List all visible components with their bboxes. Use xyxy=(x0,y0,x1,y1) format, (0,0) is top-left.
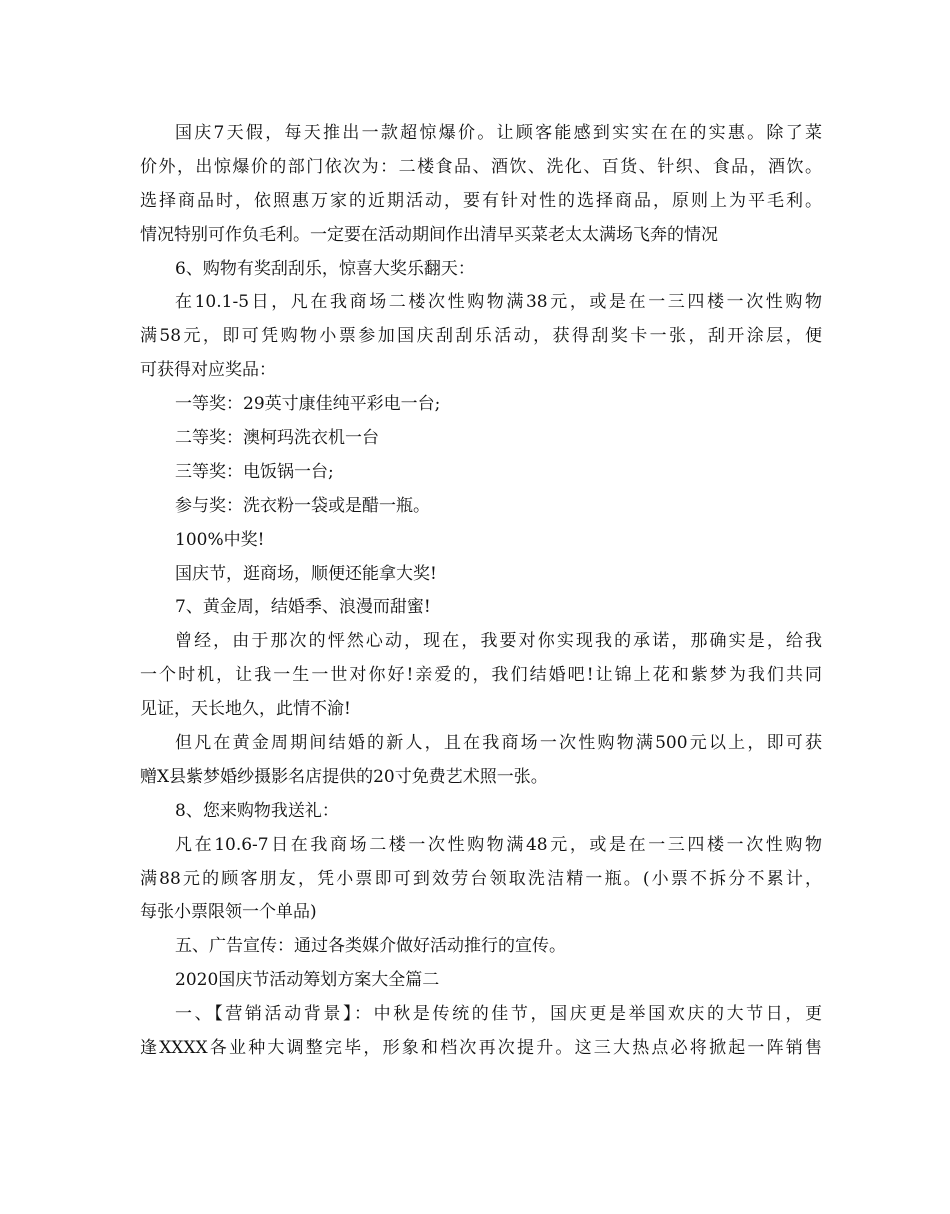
paragraph-line: 曾经，由于那次的怦然心动，现在，我要对你实现我的承诺，那确实是，给我 xyxy=(175,631,822,652)
paragraph-line: 情况特别可作负毛利。一定要在活动期间作出清早买菜老太太满场飞奔的情况 xyxy=(140,224,718,245)
prize-line-first: 一等奖：29英寸康佳纯平彩电一台; xyxy=(175,394,441,415)
paragraph-line: 国庆7天假，每天推出一款超惊爆价。让顾客能感到实实在在的实惠。除了菜 xyxy=(175,123,822,143)
paragraph-line: 在10.1-5日，凡在我商场二楼次性购物满38元，或是在一三四楼一次性购物 xyxy=(175,292,822,313)
paragraph-line: 国庆节，逛商场，顺便还能拿大奖! xyxy=(175,563,437,584)
prize-line-participation: 参与奖：洗衣粉一袋或是醋一瓶。 xyxy=(175,495,430,516)
paragraph-line: 但凡在黄金周期间结婚的新人，且在我商场一次性购物满500元以上，即可获 xyxy=(175,733,822,754)
section-heading: 6、购物有奖刮刮乐，惊喜大奖乐翻天： xyxy=(175,258,475,279)
section-heading: 五、广告宣传：通过各类媒介做好活动推行的宣传。 xyxy=(175,936,566,957)
document-body xyxy=(140,117,822,1066)
paragraph-line: 赠X县紫梦婚纱摄影名店提供的20寸免费艺术照一张。 xyxy=(140,766,548,787)
paragraph-line: 凡在10.6-7日在我商场二楼一次性购物满48元，或是在一三四楼一次性购物 xyxy=(175,834,822,855)
paragraph-line: 选择商品时，依照惠万家的近期活动，要有针对性的选择商品，原则上为平毛利。 xyxy=(140,190,822,211)
paragraph-line: 一、【营销活动背景】：中秋是传统的佳节，国庆更是举国欢庆的大节日，更 xyxy=(175,1004,822,1025)
paragraph-line: 满58元，即可凭购物小票参加国庆刮刮乐活动，获得刮奖卡一张，刮开涂层，便 xyxy=(140,326,822,347)
paragraph-line: 见证，天长地久，此情不渝! xyxy=(140,699,351,720)
section-heading: 8、您来购物我送礼： xyxy=(175,800,339,821)
paragraph-line: 价外，出惊爆价的部门依次为：二楼食品、酒饮、洗化、百货、针织、食品，酒饮。 xyxy=(140,156,822,177)
paragraph-line: 可获得对应奖品： xyxy=(140,360,276,381)
paragraph-line: 每张小票限领一个单品) xyxy=(140,902,317,923)
paragraph-line: 满88元的顾客朋友，凭小票即可到效劳台领取洗洁精一瓶。(小票不拆分不累计， xyxy=(140,868,822,889)
prize-line-second: 二等奖：澳柯玛洗衣机一台 xyxy=(175,428,379,449)
section-heading: 7、黄金周，结婚季、浪漫而甜蜜! xyxy=(175,597,431,618)
paragraph-line: 一个时机，让我一生一世对你好!亲爱的，我们结婚吧!让锦上花和紫梦为我们共同 xyxy=(140,665,822,686)
paragraph-line: 逢XXXX各业种大调整完毕，形象和档次再次提升。这三大热点必将掀起一阵销售 xyxy=(140,1038,822,1059)
paragraph-line: 100%中奖! xyxy=(175,529,265,550)
prize-line-third: 三等奖：电饭锅一台; xyxy=(175,461,334,482)
article-title: 2020国庆节活动筹划方案大全篇二 xyxy=(175,970,440,991)
